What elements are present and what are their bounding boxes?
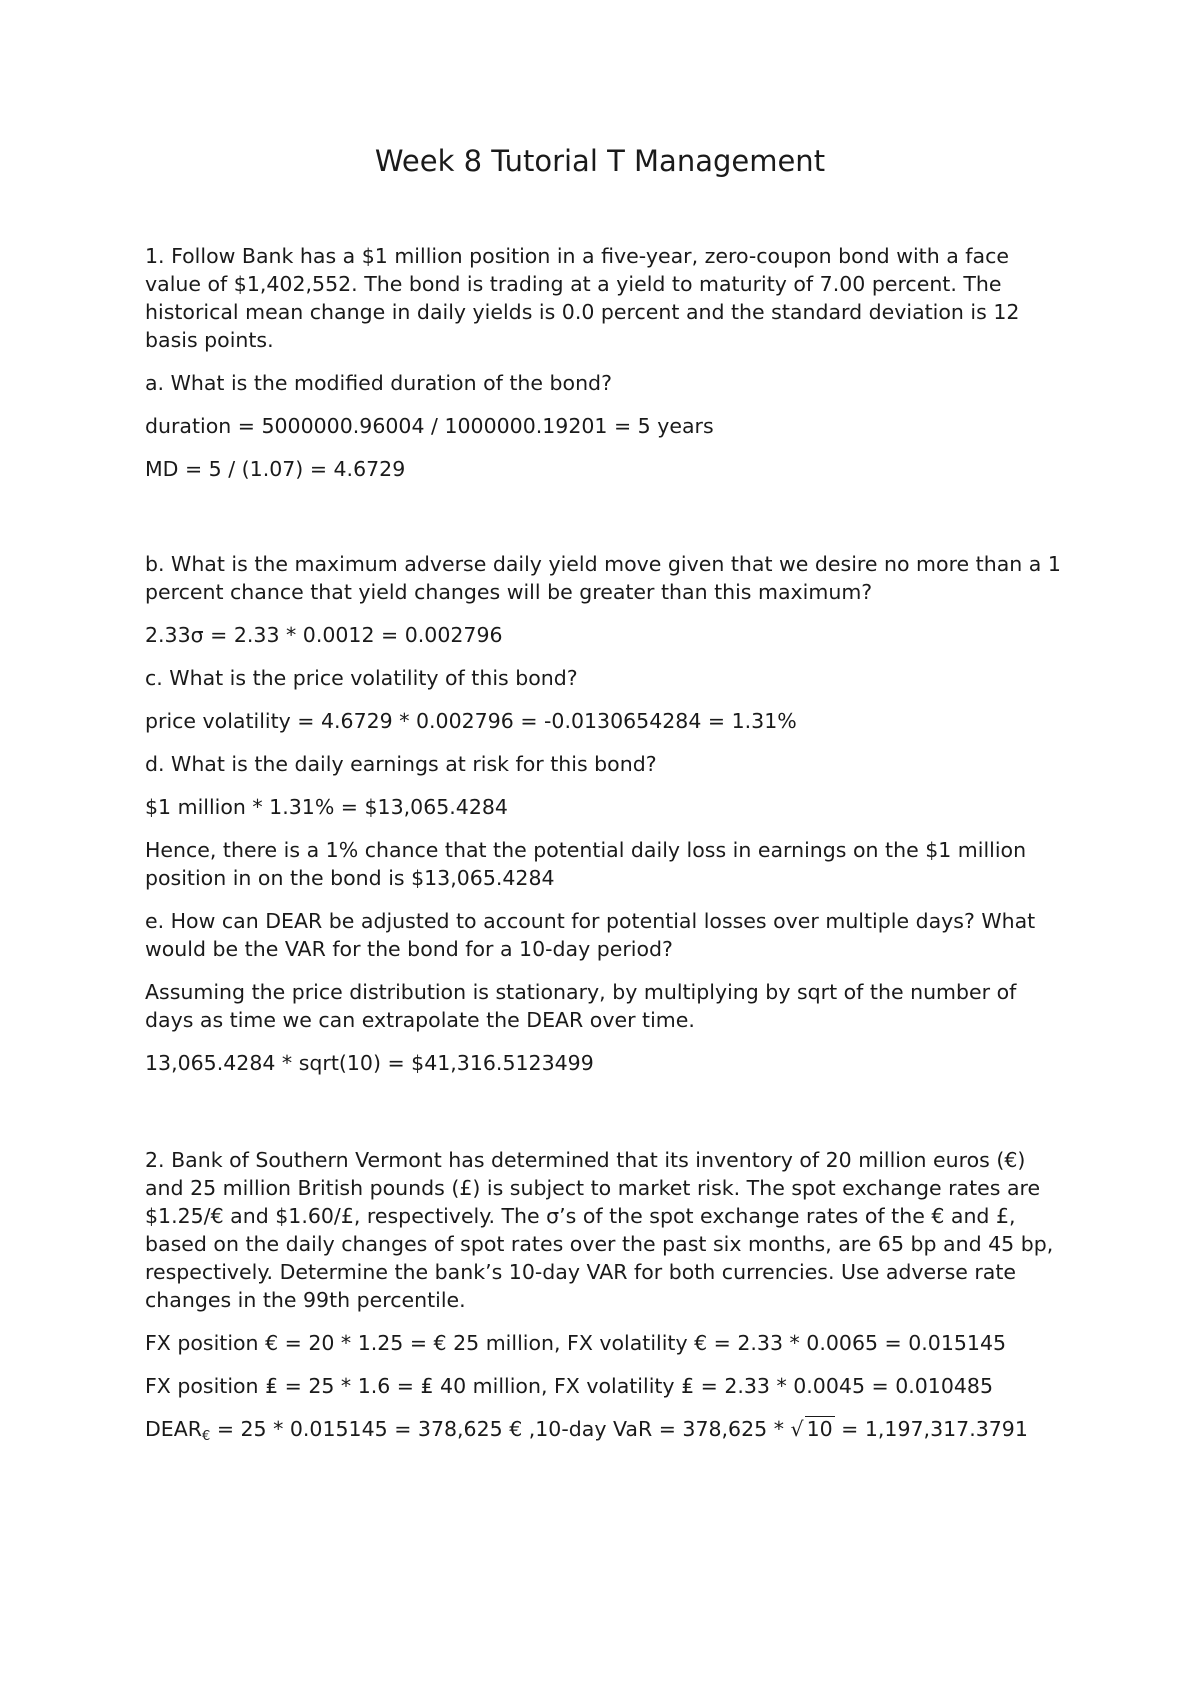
q1-d-question: d. What is the daily earnings at risk for this bond? bbox=[145, 752, 657, 776]
q2-fx-euro: FX position € = 20 * 1.25 = € 25 million, FX volatility € = 2.33 * 0.0065 = 0.015145 bbox=[145, 1331, 1007, 1355]
q1-e-answer: 13,065.4284 * sqrt(10) = $41,316.5123499 bbox=[145, 1051, 594, 1075]
sqrt-radicand: 10 bbox=[806, 1417, 833, 1441]
q1-d-conclusion: Hence, there is a 1% chance that the potential daily loss in earnings on the $1 million position in on the bond is $13,065.4284 bbox=[145, 838, 1027, 890]
dear-expression: = 25 * 0.015145 = 378,625 € ,10-day VaR = 378,625 * bbox=[210, 1417, 791, 1441]
q1-c-question: c. What is the price volatility of this bond? bbox=[145, 666, 578, 690]
dear-subscript: € bbox=[202, 1429, 211, 1444]
document-body bbox=[145, 242, 1065, 1466]
spacer bbox=[145, 1092, 1065, 1146]
q1-d-answer: $1 million * 1.31% = $13,065.4284 bbox=[145, 795, 508, 819]
q2-fx-pound: FX position ₤ = 25 * 1.6 = ₤ 40 million, FX volatility ₤ = 2.33 * 0.0045 = 0.010485 bbox=[145, 1374, 994, 1398]
square-root bbox=[790, 1415, 834, 1443]
q1-b-answer: 2.33σ = 2.33 * 0.0012 = 0.002796 bbox=[145, 623, 503, 647]
q1-a-modified-duration: MD = 5 / (1.07) = 4.6729 bbox=[145, 457, 406, 481]
q1-c-answer: price volatility = 4.6729 * 0.002796 = -0.0130654284 = 1.31% bbox=[145, 709, 797, 733]
sqrt-symbol: √ bbox=[790, 1417, 804, 1441]
q2-intro: 2. Bank of Southern Vermont has determined that its inventory of 20 million euros (€) and 25 million British pounds (£) is subject to market risk. The spot exchange rates are $1.25/€ and $1.60/£, respectively. The σ’s of the spot exchange rates of the € and £, based on the daily changes of spot rates over the past six months, are 65 bp and 45 bp, respectively. Determine the bank’s 10-day VAR for both currencies. Use adverse rate changes in the 99th percentile. bbox=[145, 1148, 1054, 1312]
q1-a-duration: duration = 5000000.96004 / 1000000.19201 = 5 years bbox=[145, 414, 714, 438]
q1-e-question: e. How can DEAR be adjusted to account for potential losses over multiple days? What would be the VAR for the bond for a 10-day period? bbox=[145, 909, 1036, 961]
q2-dear-line bbox=[145, 1415, 1065, 1451]
page-title: Week 8 Tutorial T Management bbox=[374, 144, 826, 178]
dear-result: = 1,197,317.3791 bbox=[834, 1417, 1028, 1441]
q1-b-question: b. What is the maximum adverse daily yield move given that we desire no more than a 1 percent chance that yield changes will be greater than this maximum? bbox=[145, 552, 1061, 604]
dear-label: DEAR bbox=[145, 1417, 203, 1441]
q1-e-explanation: Assuming the price distribution is stationary, by multiplying by sqrt of the number of days as time we can extrapolate the DEAR over time. bbox=[145, 980, 1017, 1032]
q1-a-question: a. What is the modified duration of the bond? bbox=[145, 371, 612, 395]
q1-intro: 1. Follow Bank has a $1 million position in a five-year, zero-coupon bond with a face value of $1,402,552. The bond is trading at a yield to maturity of 7.00 percent. The historical mean change in daily yields is 0.0 percent and the standard deviation is 12 basis points. bbox=[145, 244, 1020, 352]
spacer bbox=[145, 498, 1065, 550]
